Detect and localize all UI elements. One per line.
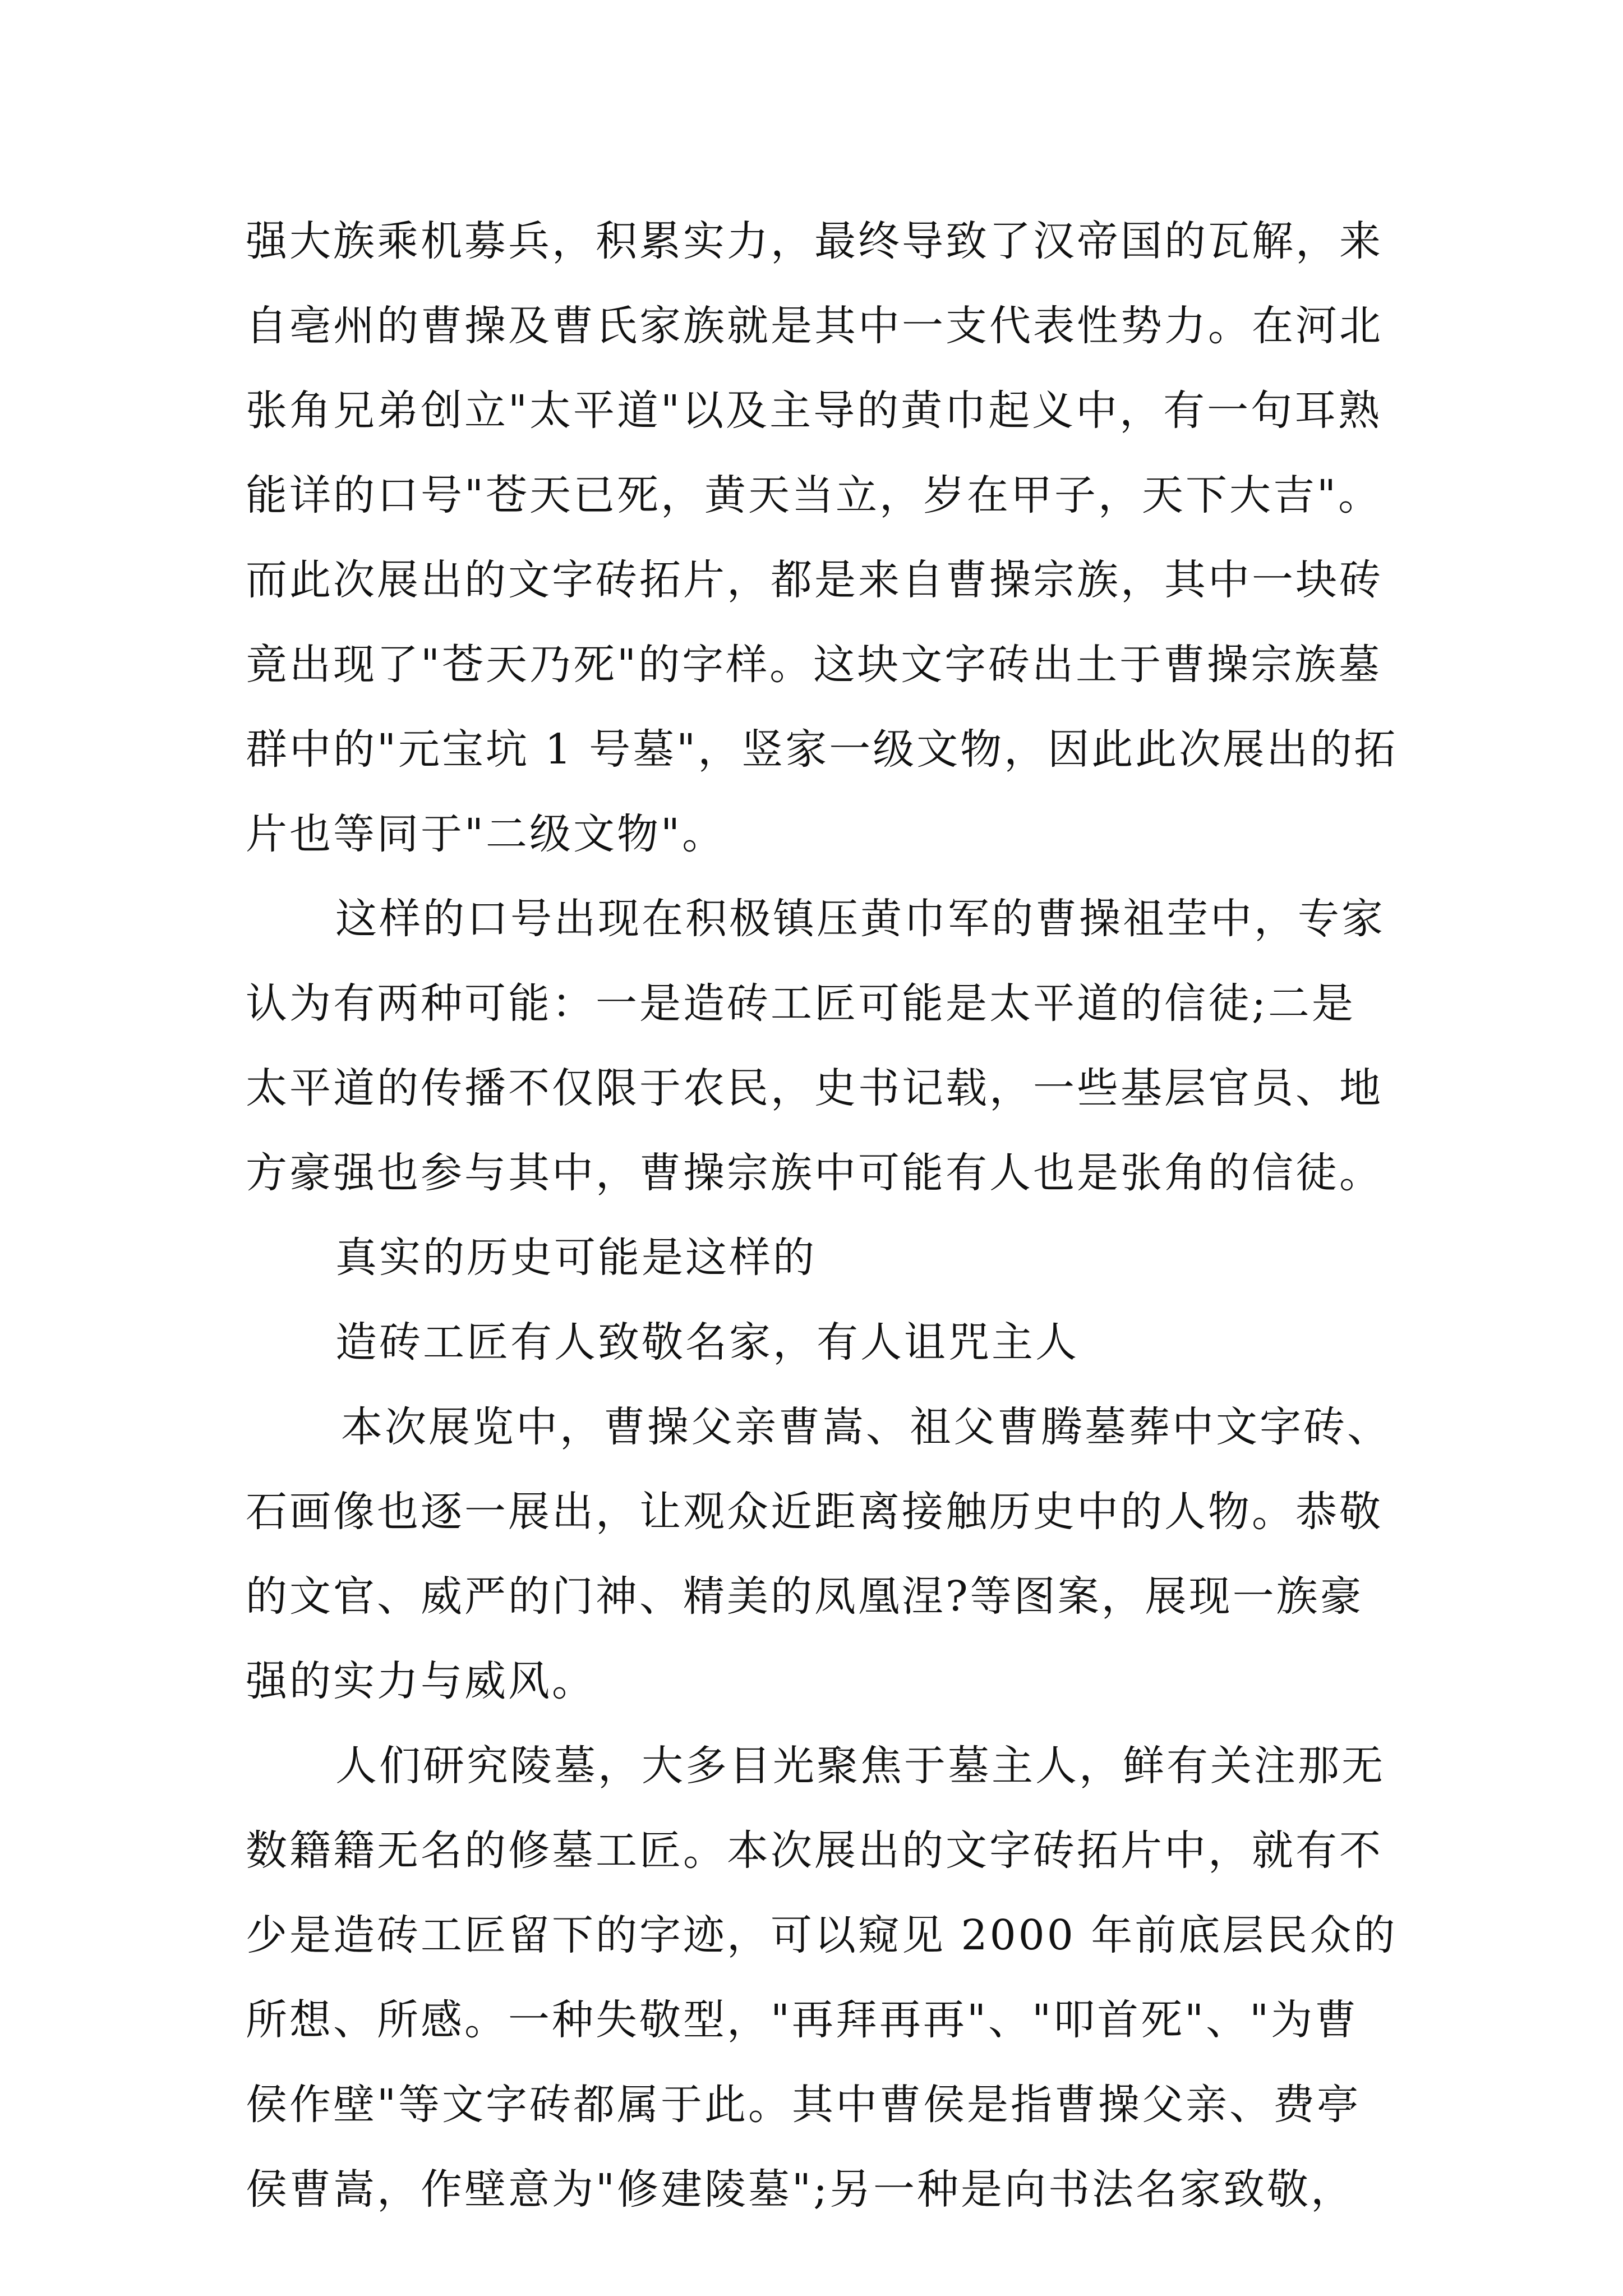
text-line: 而此次展出的文字砖拓片，都是来自曹操宗族，其中一块砖 — [246, 556, 1383, 604]
text-line: 群中的"元宝坑 1 号墓"，竖家一级文物，因此此次展出的拓 — [246, 725, 1398, 774]
text-line: 强的实力与威风。 — [246, 1657, 596, 1705]
text-line: 侯曹嵩，作壁意为"修建陵墓";另一种是向书法名家致敬， — [246, 2165, 1355, 2214]
text-line: 人们研究陵墓，大多目光聚焦于墓主人，鲜有关注那无 — [335, 1742, 1385, 1790]
subheading-line: 真实的历史可能是这样的 — [335, 1234, 817, 1282]
text-line: 认为有两种可能：一是造砖工匠可能是太平道的信徒;二是 — [246, 979, 1355, 1028]
document-body — [246, 199, 1401, 2232]
text-line: 本次展览中，曹操父亲曹嵩、祖父曹腾墓葬中文字砖、 — [341, 1403, 1391, 1451]
text-line: 自亳州的曹操及曹氏家族就是其中一支代表性势力。在河北 — [246, 302, 1383, 350]
text-line: 数籍籍无名的修墓工匠。本次展出的文字砖拓片中，就有不 — [246, 1826, 1383, 1875]
text-line: 片也等同于"二级文物"。 — [246, 810, 726, 858]
text-line: 侯作壁"等文字砖都属于此。其中曹侯是指曹操父亲、费亭 — [246, 2081, 1361, 2129]
text-line: 竟出现了"苍天乃死"的字样。这块文字砖出土于曹操宗族墓 — [246, 641, 1382, 689]
text-line: 张角兄弟创立"太平道"以及主导的黄巾起义中，有一句耳熟 — [246, 386, 1382, 435]
text-line: 所想、所感。一种失敬型，"再拜再再"、"叩首死"、"为曹 — [246, 1996, 1359, 2044]
text-line: 少是造砖工匠留下的字迹，可以窥见 2000 年前底层民众的 — [246, 1911, 1398, 1959]
text-line: 方豪强也参与其中，曹操宗族中可能有人也是张角的信徒。 — [246, 1149, 1383, 1197]
text-line: 石画像也逐一展出，让观众近距离接触历史中的人物。恭敬 — [246, 1488, 1383, 1536]
text-line: 太平道的传播不仅限于农民，史书记载，一些基层官员、地 — [246, 1064, 1383, 1112]
text-line: 的文官、威严的门神、精美的凤凰涅?等图案，展现一族豪 — [246, 1572, 1364, 1621]
text-line: 强大族乘机募兵，积累实力，最终导致了汉帝国的瓦解，来 — [246, 217, 1383, 265]
subheading-line: 造砖工匠有人致敬名家，有人诅咒主人 — [335, 1318, 1079, 1366]
text-line: 能详的口号"苍天已死，黄天当立，岁在甲子，天下大吉"。 — [246, 471, 1382, 519]
text-line: 这样的口号出现在积极镇压黄巾军的曹操祖茔中，专家 — [335, 895, 1385, 943]
